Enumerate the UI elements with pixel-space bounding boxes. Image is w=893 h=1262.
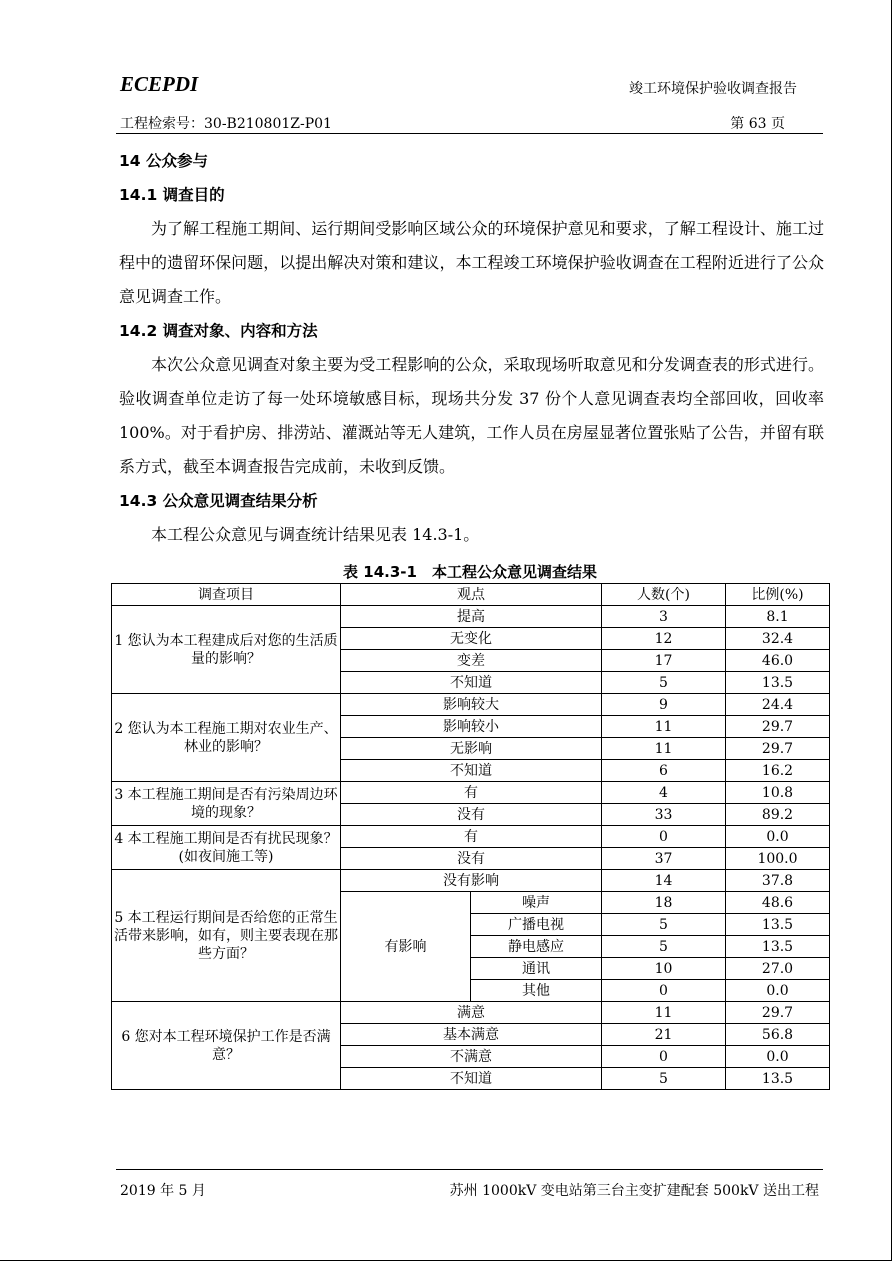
percent-cell: 13.5: [726, 1068, 830, 1090]
question-cell: 4 本工程施工期间是否有扰民现象？(如夜间施工等): [112, 826, 341, 870]
table-row: [112, 826, 830, 848]
document-body: [119, 144, 824, 552]
sub-opinion-cell: 静电感应: [471, 936, 602, 958]
count-cell: 0: [602, 826, 726, 848]
footer-project-name: 苏州 1000kV 变电站第三台主变扩建配套 500kV 送出工程: [449, 1183, 819, 1199]
table-row: [112, 1002, 830, 1024]
count-cell: 11: [602, 716, 726, 738]
percent-cell: 37.8: [726, 870, 830, 892]
opinion-cell: 无影响: [341, 738, 602, 760]
section-14-1-title: 14.1 调查目的: [119, 186, 225, 204]
header-percent: 比例(%): [726, 584, 830, 606]
percent-cell: 8.1: [726, 606, 830, 628]
percent-cell: 24.4: [726, 694, 830, 716]
sub-opinion-cell: 广播电视: [471, 914, 602, 936]
opinion-cell: 变差: [341, 650, 602, 672]
sub-opinion-cell: 噪声: [471, 892, 602, 914]
survey-results-table: [111, 583, 830, 1090]
percent-cell: 29.7: [726, 738, 830, 760]
percent-cell: 0.0: [726, 1046, 830, 1068]
question-cell: 2 您认为本工程施工期对农业生产、林业的影响？: [112, 694, 341, 782]
percent-cell: 46.0: [726, 650, 830, 672]
section-14-1-paragraph: 为了解工程施工期间、运行期间受影响区域公众的环境保护意见和要求，了解工程设计、施工过程中的遗留环保问题，以提出解决对策和建议，本工程竣工环境保护验收调查在工程附近进行了公众意见调查工作。: [119, 219, 824, 306]
count-cell: 33: [602, 804, 726, 826]
sub-opinion-cell: 其他: [471, 980, 602, 1002]
percent-cell: 13.5: [726, 936, 830, 958]
count-cell: 6: [602, 760, 726, 782]
percent-cell: 29.7: [726, 716, 830, 738]
percent-cell: 32.4: [726, 628, 830, 650]
count-cell: 11: [602, 1002, 726, 1024]
count-cell: 17: [602, 650, 726, 672]
count-cell: 0: [602, 1046, 726, 1068]
footer-divider: [116, 1169, 823, 1170]
percent-cell: 100.0: [726, 848, 830, 870]
count-cell: 0: [602, 980, 726, 1002]
percent-cell: 10.8: [726, 782, 830, 804]
opinion-cell: 没有: [341, 804, 602, 826]
count-cell: 5: [602, 914, 726, 936]
count-cell: 18: [602, 892, 726, 914]
count-cell: 14: [602, 870, 726, 892]
opinion-cell: 基本满意: [341, 1024, 602, 1046]
count-cell: 5: [602, 1068, 726, 1090]
sub-opinion-cell: 通讯: [471, 958, 602, 980]
count-cell: 37: [602, 848, 726, 870]
percent-cell: 13.5: [726, 914, 830, 936]
percent-cell: 27.0: [726, 958, 830, 980]
section-14-2-title: 14.2 调查对象、内容和方法: [119, 322, 318, 340]
percent-cell: 29.7: [726, 1002, 830, 1024]
table-caption: 表 14.3-1 本工程公众意见调查结果: [343, 563, 597, 581]
percent-cell: 89.2: [726, 804, 830, 826]
opinion-cell: 有: [341, 826, 602, 848]
page-number: 第 63 页: [730, 116, 785, 132]
opinion-cell: 有: [341, 782, 602, 804]
count-cell: 11: [602, 738, 726, 760]
opinion-cell: 无变化: [341, 628, 602, 650]
opinion-cell: 提高: [341, 606, 602, 628]
count-cell: 9: [602, 694, 726, 716]
header-survey-item: 调查项目: [112, 584, 341, 606]
percent-cell: 0.0: [726, 980, 830, 1002]
percent-cell: 13.5: [726, 672, 830, 694]
percent-cell: 16.2: [726, 760, 830, 782]
count-cell: 5: [602, 672, 726, 694]
footer-date: 2019 年 5 月: [120, 1183, 206, 1199]
project-code: 工程检索号：30-B210801Z-P01: [120, 116, 332, 132]
question-cell: 1 您认为本工程建成后对您的生活质量的影响？: [112, 606, 341, 694]
percent-cell: 56.8: [726, 1024, 830, 1046]
table-row: [112, 694, 830, 716]
has-effect-cell: 有影响: [341, 892, 471, 1002]
company-logo: ECEPDI: [120, 72, 199, 96]
table-header-row: [112, 584, 830, 606]
opinion-cell: 不知道: [341, 1068, 602, 1090]
table-row: [112, 606, 830, 628]
section-14-2-paragraph: 本次公众意见调查对象主要为受工程影响的公众，采取现场听取意见和分发调查表的形式进行。验收调查单位走访了每一处环境敏感目标，现场共分发 37 份个人意见调查表均全部回收，回收率 100%。对于看护房、排涝站、灌溉站等无人建筑，工作人员在房屋显著位置张贴了公告，并留有联系方式，截至本调查报告完成前，未收到反馈。: [119, 355, 824, 476]
header-opinion: 观点: [341, 584, 602, 606]
table-row: [112, 782, 830, 804]
header-count: 人数(个): [602, 584, 726, 606]
opinion-cell: 不满意: [341, 1046, 602, 1068]
opinion-cell: 不知道: [341, 760, 602, 782]
section-14-3-paragraph: 本工程公众意见与调查统计结果见表 14.3-1。: [151, 525, 480, 544]
count-cell: 12: [602, 628, 726, 650]
opinion-cell: 影响较大: [341, 694, 602, 716]
section-14-title: 14 公众参与: [119, 152, 208, 170]
opinion-cell: 没有影响: [341, 870, 602, 892]
opinion-cell: 没有: [341, 848, 602, 870]
opinion-cell: 不知道: [341, 672, 602, 694]
count-cell: 21: [602, 1024, 726, 1046]
opinion-cell: 影响较小: [341, 716, 602, 738]
section-14-3-title: 14.3 公众意见调查结果分析: [119, 492, 318, 510]
question-cell: 6 您对本工程环境保护工作是否满意？: [112, 1002, 341, 1090]
count-cell: 5: [602, 936, 726, 958]
header-divider: [116, 133, 823, 134]
count-cell: 10: [602, 958, 726, 980]
table-row: [112, 870, 830, 892]
count-cell: 3: [602, 606, 726, 628]
report-title: 竣工环境保护验收调查报告: [629, 81, 797, 97]
percent-cell: 0.0: [726, 826, 830, 848]
opinion-cell: 满意: [341, 1002, 602, 1024]
percent-cell: 48.6: [726, 892, 830, 914]
question-cell: 5 本工程运行期间是否给您的正常生活带来影响，如有，则主要表现在那些方面？: [112, 870, 341, 1002]
question-cell: 3 本工程施工期间是否有污染周边环境的现象？: [112, 782, 341, 826]
count-cell: 4: [602, 782, 726, 804]
